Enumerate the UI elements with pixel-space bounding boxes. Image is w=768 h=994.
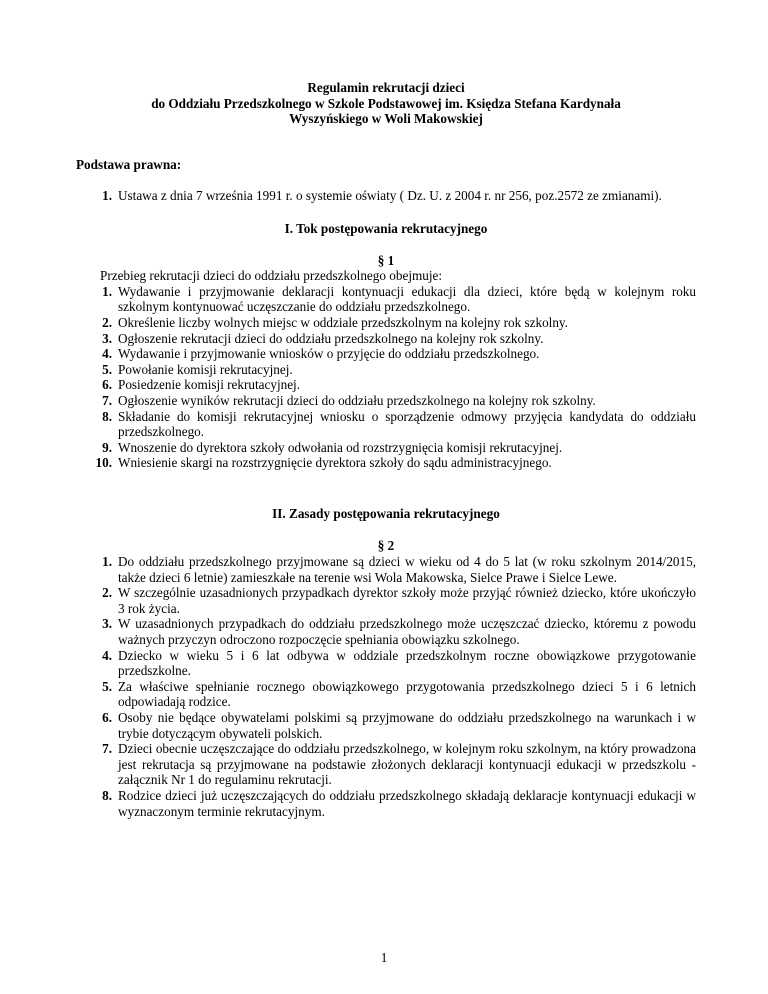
item-number: 4. bbox=[102, 647, 112, 663]
list-item bbox=[76, 616, 696, 647]
list-item bbox=[76, 648, 696, 679]
legal-basis-heading: Podstawa prawna: bbox=[76, 156, 182, 172]
section-2-paragraph-mark: § 2 bbox=[377, 538, 395, 554]
item-text: Rodzice dzieci już uczęszczających do oddziału przedszkolnego składają deklaracje kontynuacji edukacji w wyznaczonym terminie rekrutacyjnym. bbox=[118, 787, 696, 819]
section-1-title: I. Tok postępowania rekrutacyjnego bbox=[284, 220, 488, 236]
item-number: 5. bbox=[102, 361, 112, 377]
list-item bbox=[76, 455, 696, 471]
item-text: Wydawanie i przyjmowanie deklaracji kontynuacji edukacji dla dzieci, które będą w kolejnym roku szkolnym kontynuować uczęszczanie do oddziału przedszkolnego. bbox=[118, 283, 696, 315]
item-text: Powołanie komisji rekrutacyjnej. bbox=[118, 361, 293, 377]
item-text: Za właściwe spełnianie rocznego obowiązkowego przygotowania przedszkolnego dzieci 5 i 6 letnich odpowiadają rodzice. bbox=[118, 678, 696, 710]
section-2-title: II. Zasady postępowania rekrutacyjnego bbox=[272, 505, 500, 521]
list-item bbox=[76, 788, 696, 819]
item-text: Składanie do komisji rekrutacyjnej wniosku o sporządzenie odmowy przyjęcia kandydata do oddziału przedszkolnego. bbox=[118, 408, 696, 440]
list-item bbox=[76, 393, 696, 409]
list-item bbox=[76, 377, 696, 393]
item-text: Dzieci obecnie uczęszczające do oddziału przedszkolnego, w kolejnym roku szkolnym, na który prowadzona jest rekrutacja są przyjmowane na podstawie złożonych deklaracji kontynuacji edukacji w przedszkolu - załącznik Nr 1 do regulaminu rekrutacji. bbox=[118, 741, 696, 788]
item-text: Posiedzenie komisji rekrutacyjnej. bbox=[118, 377, 301, 393]
item-text: Ustawa z dnia 7 września 1991 r. o systemie oświaty ( Dz. U. z 2004 r. nr 256, poz.2572 ze zmianami). bbox=[118, 188, 662, 204]
item-number: 1. bbox=[102, 188, 112, 204]
item-number: 8. bbox=[102, 408, 112, 424]
item-number: 8. bbox=[102, 787, 112, 803]
title-line-3: Wyszyńskiego w Woli Makowskiej bbox=[289, 111, 483, 127]
document-page bbox=[76, 80, 696, 819]
item-text: Wydawanie i przyjmowanie wniosków o przyjęcie do oddziału przedszkolnego. bbox=[118, 346, 540, 362]
item-number: 3. bbox=[102, 616, 112, 632]
section-1-paragraph-mark: § 1 bbox=[377, 252, 395, 268]
title-line-2: do Oddziału Przedszkolnego w Szkole Podstawowej im. Księdza Stefana Kardynała bbox=[151, 95, 621, 111]
item-number: 10. bbox=[95, 455, 112, 471]
item-number: 2. bbox=[102, 585, 112, 601]
item-number: 4. bbox=[102, 346, 112, 362]
section-2-list bbox=[76, 554, 696, 819]
section-1-list bbox=[76, 284, 696, 471]
item-number: 7. bbox=[102, 392, 112, 408]
item-text: Do oddziału przedszkolnego przyjmowane są dzieci w wieku od 4 do 5 lat (w roku szkolnym 2014/2015, także dzieci 6 letnie) zamieszkałe na terenie wsi Wola Makowska, Sielce Prawe i Sielce Lewe. bbox=[118, 554, 696, 585]
item-text: Wniesienie skargi na rozstrzygnięcie dyrektora szkoły do sądu administracyjnego. bbox=[118, 455, 552, 471]
item-text: Ogłoszenie rekrutacji dzieci do oddziału przedszkolnego na kolejny rok szkolny. bbox=[118, 330, 544, 346]
list-item bbox=[76, 362, 696, 378]
list-item bbox=[76, 710, 696, 741]
list-item bbox=[76, 741, 696, 788]
list-item bbox=[76, 346, 696, 362]
item-number: 6. bbox=[102, 710, 112, 725]
item-text: W uzasadnionych przypadkach do oddziału przedszkolnego może uczęszczać dziecko, któremu z powodu ważnych przyczyn odroczono rozpoczęcie spełniania obowiązku szkolnego. bbox=[118, 616, 696, 648]
legal-basis-list bbox=[76, 188, 696, 204]
item-number: 1. bbox=[102, 283, 112, 299]
list-item bbox=[76, 679, 696, 710]
item-text: Wnoszenie do dyrektora szkoły odwołania od rozstrzygnięcia komisji rekrutacyjnej. bbox=[118, 439, 563, 455]
list-item bbox=[76, 585, 696, 616]
item-number: 6. bbox=[102, 377, 112, 393]
title-line-1: Regulamin rekrutacji dzieci bbox=[307, 80, 465, 95]
item-text: Osoby nie będące obywatelami polskimi są przyjmowane do oddziału przedszkolnego na warunkach i w trybie dotyczącym obywateli polskich. bbox=[118, 710, 696, 741]
item-number: 1. bbox=[102, 554, 112, 570]
list-item bbox=[76, 554, 696, 585]
item-text: Ogłoszenie wyników rekrutacji dzieci do oddziału przedszkolnego na kolejny rok szkolny. bbox=[118, 392, 596, 408]
list-item bbox=[76, 440, 696, 456]
item-number: 5. bbox=[102, 678, 112, 694]
item-text: W szczególnie uzasadnionych przypadkach dyrektor szkoły może przyjąć również dziecko, które ukończyło 3 rok życia. bbox=[118, 585, 696, 616]
item-text: Dziecko w wieku 5 i 6 lat odbywa w oddziale przedszkolnym roczne obowiązkowe przygotowanie przedszkolne. bbox=[118, 647, 696, 679]
list-item bbox=[76, 188, 696, 204]
item-number: 7. bbox=[102, 741, 112, 757]
list-item bbox=[76, 331, 696, 347]
item-number: 3. bbox=[102, 330, 112, 346]
item-number: 9. bbox=[102, 439, 112, 455]
list-item bbox=[76, 409, 696, 440]
item-number: 2. bbox=[102, 314, 112, 330]
list-item bbox=[76, 315, 696, 331]
item-text: Określenie liczby wolnych miejsc w oddziale przedszkolnym na kolejny rok szkolny. bbox=[118, 314, 568, 330]
page-number: 1 bbox=[380, 950, 388, 965]
list-item bbox=[76, 284, 696, 315]
document-title bbox=[76, 80, 696, 127]
section-1-intro: Przebieg rekrutacji dzieci do oddziału przedszkolnego obejmuje: bbox=[100, 268, 443, 284]
